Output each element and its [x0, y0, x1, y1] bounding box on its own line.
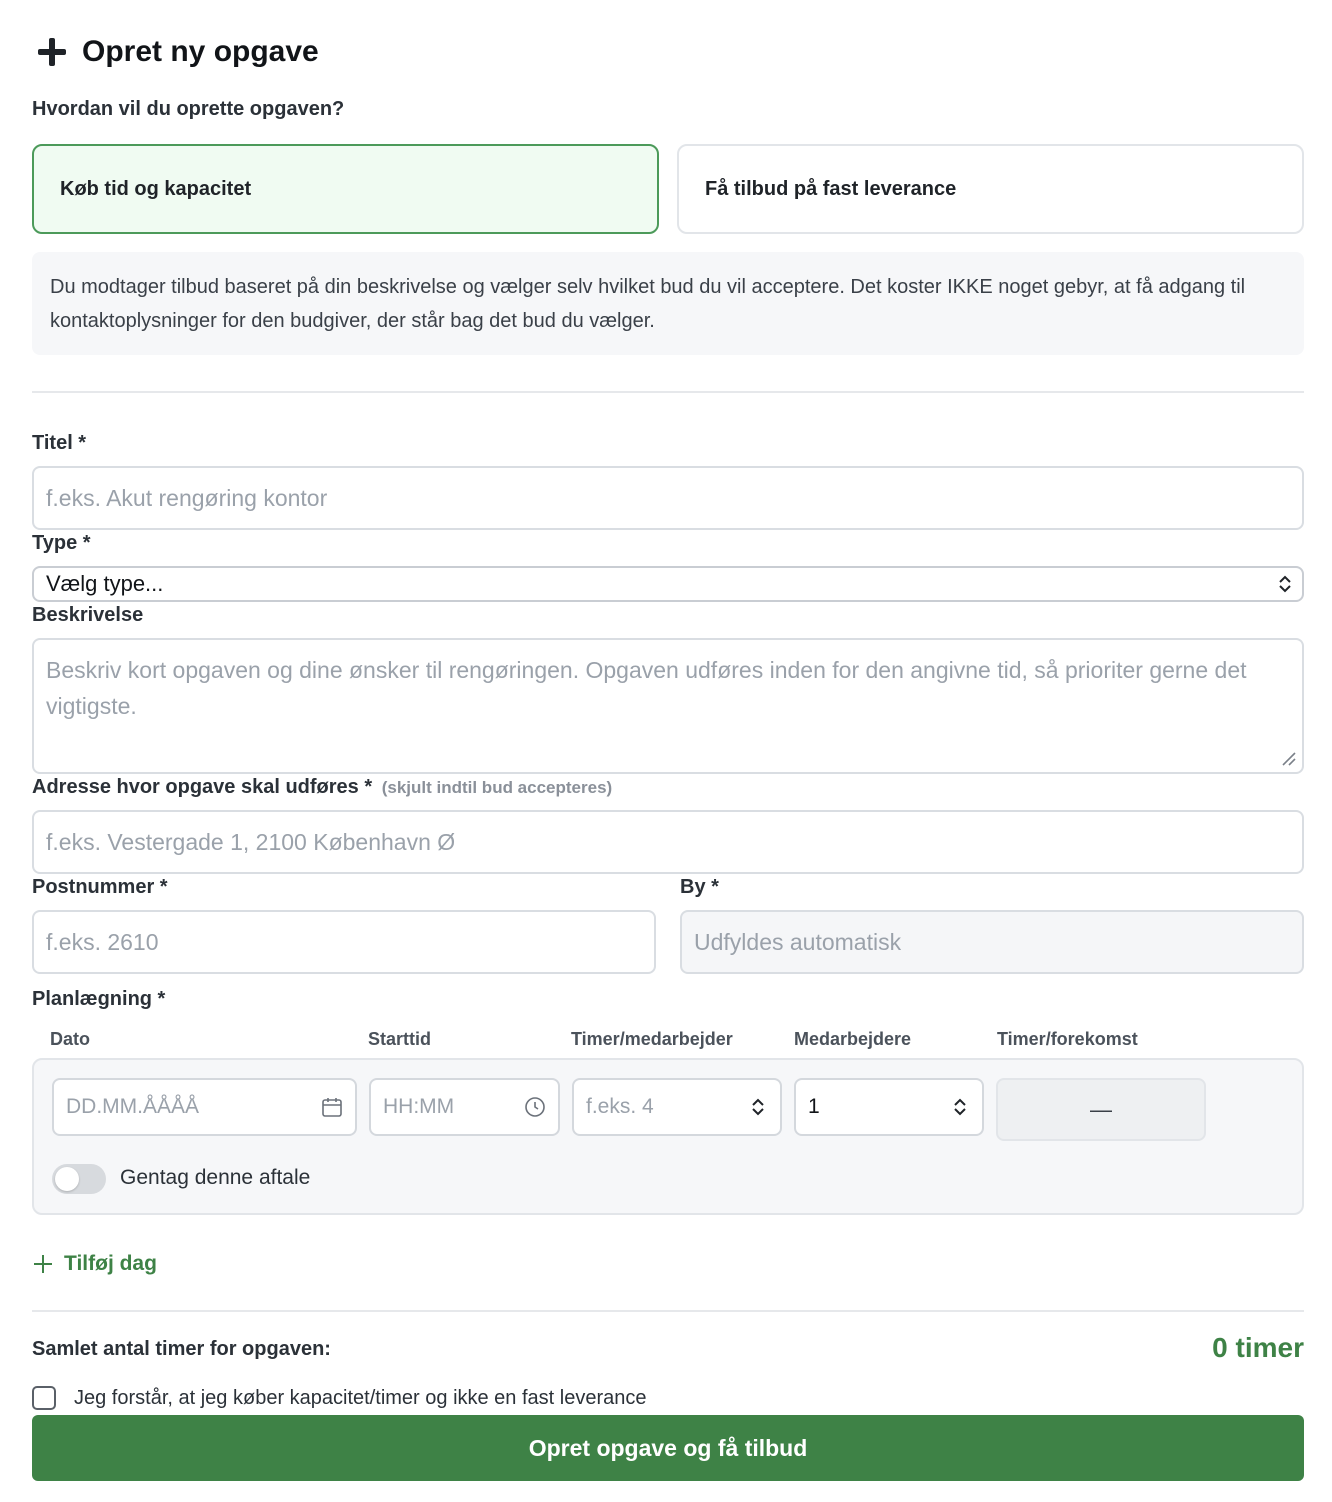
- col-workers-label: Medarbejdere: [794, 1029, 912, 1049]
- repeat-toggle-label: Gentag denne aftale: [120, 1166, 311, 1189]
- calendar-icon[interactable]: [321, 1096, 343, 1118]
- col-start-label: Starttid: [368, 1029, 431, 1049]
- consent-checkbox[interactable]: [32, 1386, 56, 1410]
- total-hours-label: Samlet antal timer for opgaven:: [32, 1338, 331, 1360]
- submit-button[interactable]: Opret opgave og få tilbud: [32, 1415, 1304, 1481]
- address-label-text: Adresse hvor opgave skal udføres *: [32, 776, 373, 798]
- type-select-value: Vælg type...: [46, 571, 164, 596]
- description-placeholder: Beskriv kort opgaven og dine ønsker til rengøringen. Opgaven udføres inden for den angivne tid, så prioriter gerne det vigtigste.: [46, 657, 1247, 719]
- hours-per-worker-input[interactable]: [572, 1078, 782, 1136]
- description-label: Beskrivelse: [32, 604, 144, 626]
- page-title-text: Opret ny opgave: [82, 35, 319, 68]
- city-label: By *: [680, 876, 719, 898]
- divider: [32, 1310, 1304, 1312]
- col-hours-label: Timer/medarbejder: [571, 1029, 733, 1049]
- option-buy-time-label: Køb tid og kapacitet: [60, 177, 252, 200]
- clock-icon[interactable]: [524, 1096, 546, 1118]
- address-hint: (skjult indtil bud accepteres): [381, 778, 613, 797]
- option-fixed-delivery-label: Få tilbud på fast leverance: [705, 177, 957, 200]
- resize-handle-icon[interactable]: [1280, 750, 1296, 766]
- stepper-icon[interactable]: [750, 1096, 766, 1118]
- postal-input[interactable]: [32, 910, 656, 974]
- total-hours-value: 0 timer: [1212, 1332, 1304, 1363]
- address-input[interactable]: [32, 810, 1304, 874]
- hours-per-worker-placeholder: f.eks. 4: [586, 1095, 654, 1118]
- planning-row: [32, 1058, 1304, 1215]
- title-label: Titel *: [32, 432, 87, 454]
- repeat-toggle[interactable]: [52, 1164, 106, 1194]
- option-fixed-delivery[interactable]: [677, 144, 1304, 234]
- chevron-updown-icon: [1278, 574, 1292, 594]
- col-per-occurrence-label: Timer/forekomst: [997, 1029, 1138, 1049]
- divider: [32, 391, 1304, 393]
- planning-label: Planlægning *: [32, 988, 166, 1010]
- mode-question: Hvordan vil du oprette opgaven?: [32, 98, 345, 120]
- workers-input[interactable]: [794, 1078, 984, 1136]
- title-input[interactable]: [32, 466, 1304, 530]
- page-title: [36, 30, 319, 74]
- option-buy-time[interactable]: [32, 144, 659, 234]
- add-day-label: Tilføj dag: [64, 1252, 157, 1275]
- type-select[interactable]: [32, 566, 1304, 602]
- plus-icon: [36, 36, 68, 68]
- stepper-icon[interactable]: [952, 1096, 968, 1118]
- description-textarea[interactable]: [32, 638, 1304, 774]
- col-date-label: Dato: [50, 1029, 90, 1049]
- add-day-button[interactable]: [32, 1252, 157, 1276]
- city-input[interactable]: [680, 910, 1304, 974]
- postal-label: Postnummer *: [32, 876, 168, 898]
- address-label: [32, 776, 612, 799]
- workers-value: 1: [808, 1095, 820, 1118]
- consent-row[interactable]: [32, 1386, 647, 1410]
- date-input[interactable]: [52, 1078, 357, 1136]
- consent-label: Jeg forstår, at jeg køber kapacitet/timer og ikke en fast leverance: [74, 1386, 647, 1409]
- hours-per-occurrence: [996, 1078, 1206, 1141]
- start-time-placeholder: HH:MM: [383, 1095, 455, 1118]
- hours-per-occurrence-value: —: [1090, 1096, 1112, 1122]
- plus-icon: [32, 1253, 54, 1275]
- type-label: Type *: [32, 532, 91, 554]
- start-time-input[interactable]: [369, 1078, 560, 1136]
- info-box: Du modtager tilbud baseret på din beskrivelse og vælger selv hvilket bud du vil acceptere. Det koster IKKE noget gebyr, at få adgang til kontaktoplysninger for den budgiver, der står bag det bud du vælger.: [32, 252, 1304, 355]
- toggle-knob: [55, 1167, 79, 1191]
- date-placeholder: DD.MM.ÅÅÅÅ: [66, 1095, 200, 1118]
